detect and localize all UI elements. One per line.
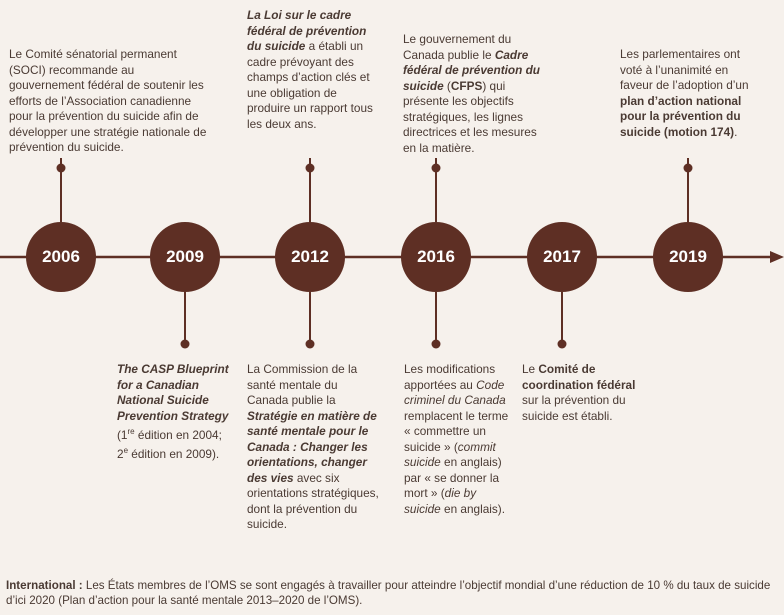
connector-dot-2017 <box>558 340 567 349</box>
connector-dot-2012-top <box>306 164 315 173</box>
event-2012-strategie-text: La Commission de la santé mentale du Canada publie la Stratégie en matière de santé mentale pour le Canada : Changer les orientations, changer des vies avec six orientations stratégiques, dont la prévention du suicide. <box>247 362 379 531</box>
timeline-arrow-icon <box>770 251 784 263</box>
event-2016-code-text: Les modifications apportées au Code criminel du Canada remplacent le terme « commettre un suicide » (commit suicide en anglais) par « se donner la mort » (die by suicide en anglais). <box>404 362 509 516</box>
year-circle-2012: 2012 <box>275 222 345 292</box>
footnote-text: Les États membres de l’OMS se sont engagés à travailler pour atteindre l’objectif mondial d’une réduction de 10 % du taux de suicide d’ici 2020 (Plan d’action pour la santé mentale 2013–2020 de l’OMS). <box>6 579 771 607</box>
connector-dot-2012-bottom <box>306 340 315 349</box>
year-circle-2016: 2016 <box>401 222 471 292</box>
connector-dot-2016-bottom <box>432 340 441 349</box>
event-2009-text: The CASP Blueprint for a Canadian National Suicide Prevention Strategy (1re édition en 2004; 2e édition en 2009). <box>117 362 229 462</box>
event-2017-text: Le Comité de coordination fédéral sur la prévention du suicide est établi. <box>522 362 636 423</box>
connector-dot-2006 <box>57 164 66 173</box>
event-2019-text: Les parlementaires ont voté à l’unanimité en faveur de l’adoption d’un plan d’action national pour la prévention du suicide (motion 174). <box>620 47 749 139</box>
event-2016-cfps-text: Le gouvernement du Canada publie le Cadre fédéral de prévention du suicide (CFPS) qui présente les objectifs stratégiques, les lignes directrices et les mesures en la matière. <box>403 32 541 155</box>
connector-dot-2016-top <box>432 164 441 173</box>
event-2006-text: Le Comité sénatorial permanent (SOCI) recommande au gouvernement fédéral de soutenir les efforts de l’Association canadienne pour la prévention du suicide afin de développer une stratégie nationale de prévention du suicide. <box>9 47 207 154</box>
connector-dot-2019 <box>684 164 693 173</box>
year-circle-2009: 2009 <box>150 222 220 292</box>
year-circle-2017: 2017 <box>527 222 597 292</box>
year-circle-2019: 2019 <box>653 222 723 292</box>
footnote-label: International : <box>6 579 83 592</box>
international-footnote <box>6 578 778 608</box>
connector-dot-2009 <box>181 340 190 349</box>
event-2012-loi-text: La Loi sur le cadre fédéral de prévention du suicide a établi un cadre prévoyant des champs d’action clés et une obligation de produire un rapport tous les deux ans. <box>247 8 373 131</box>
year-circle-2006: 2006 <box>26 222 96 292</box>
